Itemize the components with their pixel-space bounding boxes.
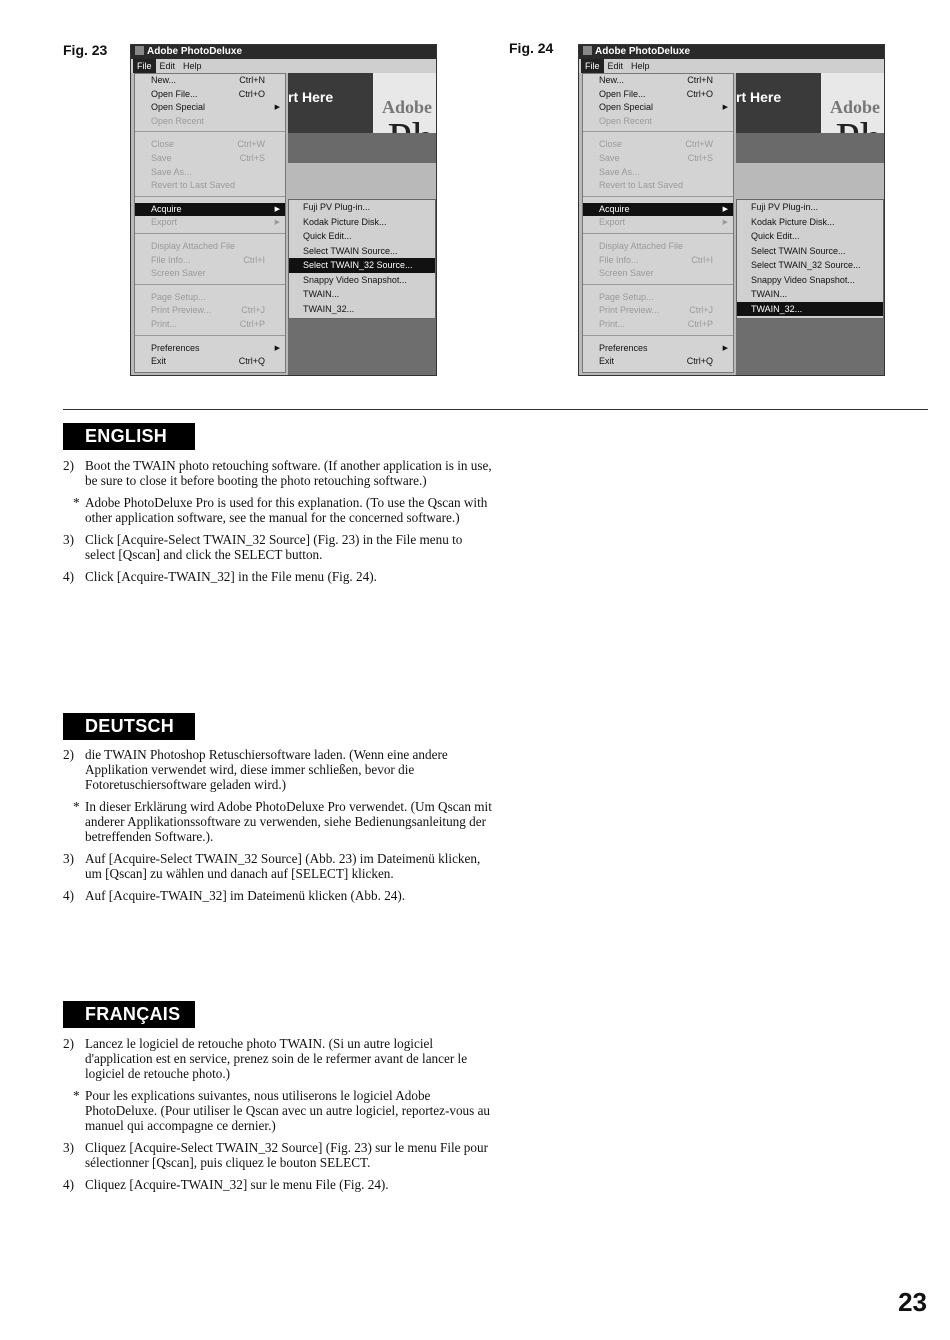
step-text: Pour les explications suivantes, nous utiliserons le logiciel Adobe PhotoDeluxe. (Pour utiliser le Qscan avec un autre logiciel, reportez-vous au manuel qui accompagne ce dernier.) [85,1088,491,1133]
menu-item-shortcut: Ctrl+W [685,139,713,150]
file-menu-item[interactable] [135,291,285,305]
step-item [63,888,493,903]
acquire-menu-item[interactable]: Select TWAIN Source... [303,245,398,256]
deutsch-heading: DEUTSCH [63,713,195,740]
file-menu-item[interactable] [583,355,733,369]
file-menu-item[interactable] [583,166,733,180]
banner-bottom-bar [288,133,436,163]
menu-item-shortcut: Ctrl+N [239,75,265,85]
step-item [63,458,493,488]
submenu-arrow-icon: ▶ [722,104,728,112]
menu-help[interactable]: Help [631,61,650,71]
step-text: die TWAIN Photoshop Retuschiersoftware laden. (Wenn eine andere Applikation verwendet wird, diese immer schließen, bevor die Fotoretuschiersoftware geladen wird.) [85,747,448,792]
step-number: 2) [63,747,74,762]
file-menu-item[interactable] [135,115,285,129]
menu-item-label: Page Setup... [599,291,654,302]
file-menu-item[interactable] [583,304,733,318]
start-here-banner [288,73,436,163]
menu-separator [135,284,285,291]
menu-item-shortcut: Ctrl+O [238,88,265,99]
note-item [63,495,493,525]
file-menu-item[interactable] [583,240,733,254]
submenu-arrow-icon: ▶ [722,344,728,352]
step-text: Click [Acquire-TWAIN_32] in the File menu (Fig. 24). [85,569,377,584]
file-menu-item[interactable] [135,216,285,230]
deutsch-instructions [63,747,493,910]
menu-item-label: Open Special [599,102,654,113]
menu-item-label: Open File... [599,88,646,99]
banner-bottom-bar [736,133,884,163]
acquire-menu-item[interactable]: Kodak Picture Disk... [751,216,835,227]
fig-23-screenshot [130,44,437,376]
acquire-menu-item[interactable]: Select TWAIN_32 Source... [751,260,861,270]
step-item [63,747,493,792]
menubar [131,59,436,73]
window-titlebar [579,45,884,59]
file-menu-item[interactable] [135,318,285,332]
menu-item-shortcut: Ctrl+J [689,305,713,316]
file-menu-item[interactable] [583,115,733,129]
step-number: 4) [63,888,74,903]
english-instructions [63,458,493,591]
menu-item-shortcut: Ctrl+O [686,88,713,99]
menu-item-label: Open Special [151,102,206,113]
menu-item-label: Print... [151,318,178,329]
window-title: Adobe PhotoDeluxe [147,46,243,57]
step-number: * [73,799,80,814]
fig-23-label: Fig. 23 [63,42,108,58]
menu-item-shortcut: Ctrl+I [243,254,265,265]
step-number: 4) [63,1177,74,1192]
step-number: * [73,495,80,510]
step-number: 3) [63,532,74,547]
file-menu-item[interactable] [135,138,285,152]
workspace-area [736,319,884,375]
submenu-arrow-icon: ▶ [722,219,728,227]
menu-item-label: Close [599,139,623,150]
menu-separator [583,335,733,342]
file-menu-item[interactable] [135,74,285,88]
workspace-area [288,319,436,375]
app-icon [135,46,144,55]
menu-item-label: Export [151,217,178,228]
menu-item-label: Open File... [151,88,198,99]
menu-item-label: Page Setup... [151,291,206,302]
file-menu [134,73,286,373]
file-menu-item[interactable] [583,101,733,115]
window-titlebar [131,45,436,59]
menu-item-label: Save As... [599,166,640,177]
step-number: 2) [63,458,74,473]
file-menu-item[interactable] [583,138,733,152]
menu-item-label: Display Attached File [151,240,236,251]
file-menu-item[interactable] [583,179,733,193]
file-menu-item[interactable] [135,166,285,180]
file-menu-item[interactable] [135,101,285,115]
acquire-menu-item[interactable]: Snappy Video Snapshot... [303,274,407,285]
menu-item-label: Preferences [599,342,648,353]
step-text: Adobe PhotoDeluxe Pro is used for this explanation. (To use the Qscan with other application software, see the manual for the concerned software.) [85,495,488,525]
menu-item-shortcut: Ctrl+J [241,305,265,316]
acquire-submenu [288,199,436,319]
menu-item-label: New... [599,75,625,85]
menu-separator [135,131,285,138]
menu-item-label: File Info... [599,254,639,265]
file-menu-item[interactable] [135,267,285,281]
menu-help[interactable]: Help [183,61,202,71]
file-menu-item[interactable] [583,216,733,230]
acquire-menu-item[interactable]: TWAIN... [751,289,788,299]
francais-heading: FRANÇAIS [63,1001,195,1028]
menu-item-label: Print Preview... [151,305,212,316]
app-icon [583,46,592,55]
file-menu-item[interactable] [583,342,733,356]
step-text: Cliquez [Acquire-TWAIN_32] sur le menu File (Fig. 24). [85,1177,389,1192]
banner-adobe-logo-text: Adobe [381,97,432,117]
menu-item-shortcut: Ctrl+W [237,139,265,150]
acquire-menu-item[interactable]: Select TWAIN_32 Source... [289,258,435,273]
menu-item-label: Print Preview... [599,305,660,316]
menu-item-label: File Info... [151,254,191,265]
menu-item-shortcut: Ctrl+P [687,318,713,329]
banner-start-here-text: rt Here [288,89,334,105]
file-menu-item[interactable] [583,74,733,88]
menu-file[interactable]: File [581,59,604,73]
step-number: 4) [63,569,74,584]
file-menu-item[interactable] [583,152,733,166]
menu-item-label: Revert to Last Saved [151,180,236,191]
acquire-menu-item[interactable]: TWAIN_32... [303,303,355,314]
acquire-menu-item[interactable]: Kodak Picture Disk... [303,216,387,227]
menu-item-label: Screen Saver [599,268,654,279]
menu-file[interactable]: File [133,59,156,73]
page-number: 23 [898,1287,927,1317]
file-menu-item[interactable] [135,342,285,356]
acquire-menu-item[interactable]: Quick Edit... [751,231,800,241]
acquire-menu-item[interactable]: Select TWAIN Source... [751,245,846,256]
step-number: 2) [63,1036,74,1051]
file-menu-item[interactable] [583,291,733,305]
francais-instructions [63,1036,493,1199]
menu-item-label: Save As... [151,166,192,177]
step-text: Auf [Acquire-TWAIN_32] im Dateimenü klicken (Abb. 24). [85,888,406,903]
window-title: Adobe PhotoDeluxe [595,46,691,57]
menubar [579,59,884,73]
step-text: Click [Acquire-Select TWAIN_32 Source] (Fig. 23) in the File menu to select [Qscan] and click the SELECT button. [85,532,463,562]
menu-item-shortcut: Ctrl+S [239,152,265,163]
step-text: Lancez le logiciel de retouche photo TWAIN. (Si un autre logiciel d'application est en service, prenez soin de le refermer avant de lancer le logiciel de retouche photo.) [85,1036,468,1081]
step-item [63,569,493,584]
menu-item-label: Acquire [599,203,630,214]
step-item [63,1177,493,1192]
menu-item-label: Exit [599,356,615,367]
menu-item-shortcut: Ctrl+Q [686,356,713,367]
step-number: 3) [63,1140,74,1155]
menu-item-label: Open Recent [151,115,205,126]
start-here-banner [736,73,884,163]
submenu-arrow-icon: ▶ [274,205,280,213]
menu-item-shortcut: Ctrl+S [687,152,713,163]
menu-separator [135,233,285,240]
fig-24-label: Fig. 24 [509,40,554,56]
file-menu-item[interactable] [135,240,285,254]
menu-item-label: Display Attached File [599,240,684,251]
menu-item-label: Save [151,152,172,163]
note-item [63,1088,493,1133]
menu-item-shortcut: Ctrl+P [239,318,265,329]
file-menu-item[interactable] [583,318,733,332]
file-menu-item[interactable] [135,254,285,268]
acquire-submenu [736,199,884,319]
step-number: * [73,1088,80,1103]
menu-item-label: Open Recent [599,115,653,126]
step-text: In dieser Erklärung wird Adobe PhotoDeluxe Pro verwendet. (Um Qscan mit anderer Applikationssoftware zu verwenden, siehe Bedienungsanleitung der betreffenden Software.). [85,799,492,844]
submenu-arrow-icon: ▶ [722,205,728,213]
menu-separator [583,233,733,240]
menu-item-shortcut: Ctrl+Q [238,356,265,367]
menu-item-label: Export [599,217,626,228]
step-item [63,1036,493,1081]
menu-separator [583,196,733,203]
step-item [63,851,493,881]
acquire-menu-item[interactable]: TWAIN... [303,289,340,299]
menu-separator [135,196,285,203]
acquire-menu-item[interactable]: Quick Edit... [303,231,352,241]
menu-item-label: Acquire [151,203,182,214]
file-menu-item[interactable] [135,88,285,102]
english-heading: ENGLISH [63,423,195,450]
step-text: Auf [Acquire-Select TWAIN_32 Source] (Abb. 23) im Dateimenü klicken, um [Qscan] zu wählen und danach auf [SELECT] klicken. [85,851,481,881]
acquire-menu-item[interactable]: Fuji PV Plug-in... [751,202,819,212]
menu-edit[interactable]: Edit [159,61,176,71]
file-menu-item[interactable] [135,152,285,166]
note-item [63,799,493,844]
step-number: 3) [63,851,74,866]
menu-item-label: Save [599,152,620,163]
menu-item-label: Exit [151,356,167,367]
menu-item-label: Close [151,139,175,150]
menu-item-label: Preferences [151,342,200,353]
menu-edit[interactable]: Edit [607,61,624,71]
file-menu-item[interactable] [135,304,285,318]
menu-item-label: Screen Saver [151,268,206,279]
file-menu-item[interactable] [135,179,285,193]
file-menu [582,73,734,373]
file-menu-item[interactable] [583,203,733,217]
file-menu-item[interactable] [135,355,285,369]
submenu-arrow-icon: ▶ [274,219,280,227]
file-menu-item[interactable] [583,267,733,281]
file-menu-item[interactable] [583,254,733,268]
submenu-arrow-icon: ▶ [274,104,280,112]
fig-24-screenshot [578,44,885,376]
banner-start-here-text: rt Here [736,89,782,105]
step-text: Boot the TWAIN photo retouching software. (If another application is in use, be sure to close it before booting the photo retouching software.) [85,458,492,488]
section-divider [63,409,928,410]
menu-separator [135,335,285,342]
menu-separator [583,284,733,291]
step-text: Cliquez [Acquire-Select TWAIN_32 Source] (Fig. 23) sur le menu File pour sélectionner [Qscan], puis cliquez le bouton SELECT. [85,1140,488,1170]
menu-separator [583,131,733,138]
menu-item-label: Revert to Last Saved [599,180,684,191]
menu-item-label: Print... [599,318,626,329]
menu-item-shortcut: Ctrl+N [687,75,713,85]
step-item [63,1140,493,1170]
step-item [63,532,493,562]
acquire-menu-item[interactable]: Fuji PV Plug-in... [303,202,371,212]
file-menu-item[interactable] [135,203,285,217]
submenu-arrow-icon: ▶ [274,344,280,352]
acquire-menu-item[interactable]: Snappy Video Snapshot... [751,274,855,285]
banner-adobe-logo-text: Adobe [829,97,880,117]
file-menu-item[interactable] [583,88,733,102]
menu-item-label: New... [151,75,177,85]
menu-item-shortcut: Ctrl+I [691,254,713,265]
acquire-menu-item[interactable]: TWAIN_32... [737,302,883,317]
